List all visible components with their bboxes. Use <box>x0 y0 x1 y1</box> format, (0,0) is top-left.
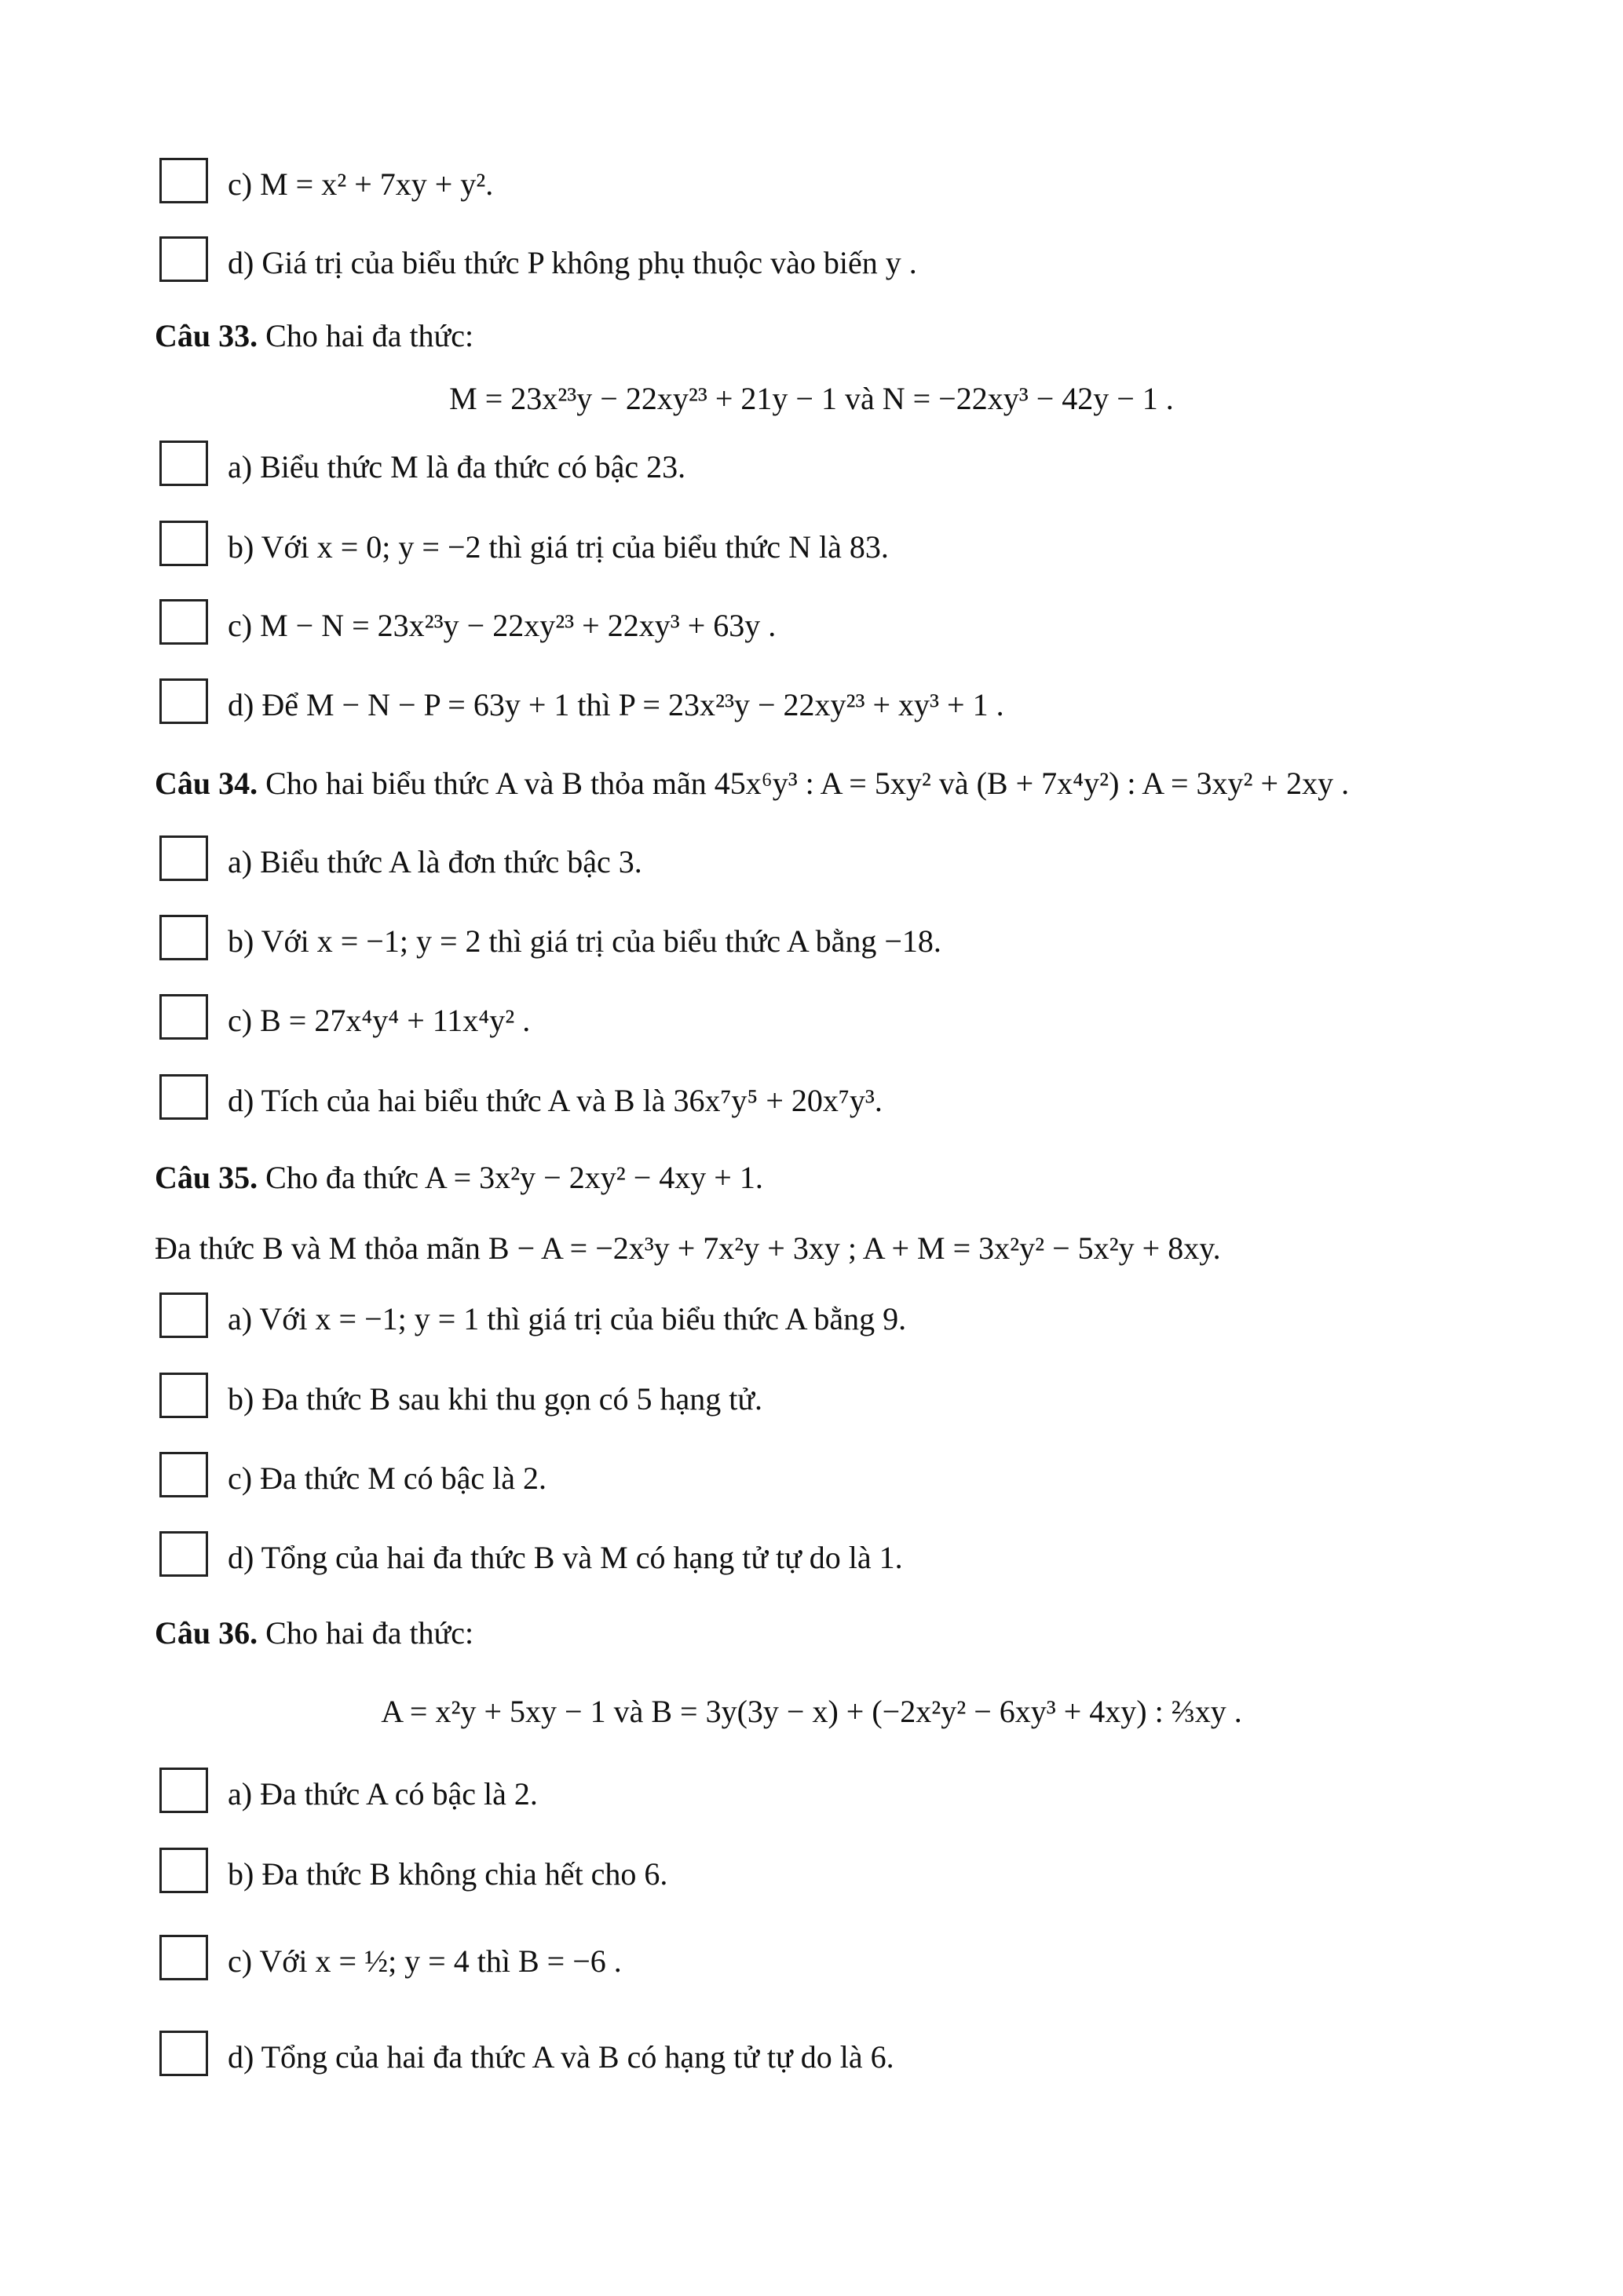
question-text: Cho hai đa thức: <box>258 318 474 353</box>
option-text: a) Với x = −1; y = 1 thì giá trị của biểu thức A bằng 9. <box>228 1301 907 1336</box>
answer-option <box>0 1851 1623 1898</box>
option-text: b) Với x = 0; y = −2 thì giá trị của biểu thức N là 83. <box>228 529 889 565</box>
answer-checkbox[interactable] <box>159 599 208 645</box>
answer-checkbox[interactable] <box>159 1373 208 1418</box>
question-text: Cho đa thức A = 3x²y − 2xy² − 4xy + 1. <box>258 1160 763 1195</box>
answer-checkbox[interactable] <box>159 1768 208 1813</box>
answer-option <box>0 1077 1623 1124</box>
answer-option <box>0 239 1623 287</box>
answer-option <box>0 161 1623 208</box>
question-heading <box>0 1154 1623 1201</box>
question-number: Câu 36. <box>155 1615 258 1651</box>
answer-checkbox[interactable] <box>159 1935 208 1980</box>
answer-option <box>0 444 1623 491</box>
option-text: c) M = x² + 7xy + y². <box>228 166 494 202</box>
option-text: d) Tích của hai biểu thức A và B là 36x⁷y⁵ + 20x⁷y³. <box>228 1083 883 1118</box>
formula-text: M = 23x²³y − 22xy²³ + 21y − 1 và N = −22xy³ − 42y − 1 . <box>449 381 1174 416</box>
answer-checkbox[interactable] <box>159 915 208 960</box>
answer-option <box>0 1296 1623 1343</box>
question-number: Câu 35. <box>155 1160 258 1195</box>
formula-line <box>0 375 1623 422</box>
option-text: c) Với x = ½; y = 4 thì B = −6 . <box>228 1943 622 1979</box>
option-text: b) Đa thức B không chia hết cho 6. <box>228 1856 668 1892</box>
option-text: c) Đa thức M có bậc là 2. <box>228 1461 546 1496</box>
answer-option <box>0 1534 1623 1581</box>
option-text: d) Tổng của hai đa thức B và M có hạng tử tự do là 1. <box>228 1540 903 1575</box>
formula-text: A = x²y + 5xy − 1 và B = 3y(3y − x) + (−2x²y² − 6xy³ + 4xy) : ⅔xy . <box>381 1694 1242 1729</box>
option-text: c) B = 27x⁴y⁴ + 11x⁴y² . <box>228 1003 531 1038</box>
option-text: a) Biểu thức A là đơn thức bậc 3. <box>228 844 642 879</box>
answer-checkbox[interactable] <box>159 521 208 566</box>
answer-option <box>0 1455 1623 1502</box>
answer-checkbox[interactable] <box>159 1531 208 1577</box>
option-text: d) Để M − N − P = 63y + 1 thì P = 23x²³y − 22xy²³ + xy³ + 1 . <box>228 687 1004 722</box>
answer-option <box>0 2034 1623 2081</box>
option-text: a) Biểu thức M là đa thức có bậc 23. <box>228 449 686 484</box>
answer-option <box>0 1771 1623 1818</box>
answer-checkbox[interactable] <box>159 441 208 486</box>
answer-checkbox[interactable] <box>159 1452 208 1497</box>
answer-checkbox[interactable] <box>159 236 208 282</box>
answer-checkbox[interactable] <box>159 1292 208 1338</box>
question-heading <box>0 313 1623 360</box>
answer-option <box>0 997 1623 1044</box>
answer-checkbox[interactable] <box>159 1074 208 1120</box>
option-text: b) Với x = −1; y = 2 thì giá trị của biểu thức A bằng −18. <box>228 923 941 959</box>
answer-checkbox[interactable] <box>159 158 208 203</box>
option-text: c) M − N = 23x²³y − 22xy²³ + 22xy³ + 63y . <box>228 608 777 643</box>
answer-option <box>0 682 1623 729</box>
answer-checkbox[interactable] <box>159 678 208 724</box>
answer-checkbox[interactable] <box>159 994 208 1040</box>
answer-option <box>0 1376 1623 1423</box>
statement-line <box>0 1225 1623 1272</box>
answer-checkbox[interactable] <box>159 835 208 881</box>
question-heading <box>0 1610 1623 1657</box>
answer-option <box>0 1938 1623 1985</box>
question-number: Câu 34. <box>155 766 258 801</box>
option-text: b) Đa thức B sau khi thu gọn có 5 hạng tử. <box>228 1381 763 1417</box>
question-text: Cho hai đa thức: <box>258 1615 474 1651</box>
option-text: a) Đa thức A có bậc là 2. <box>228 1776 538 1812</box>
answer-checkbox[interactable] <box>159 2031 208 2076</box>
question-text: Cho hai biểu thức A và B thỏa mãn 45x⁶y³ : A = 5xy² và (B + 7x⁴y²) : A = 3xy² + 2xy . <box>258 766 1350 801</box>
question-number: Câu 33. <box>155 318 258 353</box>
answer-option <box>0 918 1623 965</box>
question-heading <box>0 760 1623 807</box>
option-text: d) Giá trị của biểu thức P không phụ thuộc vào biến y . <box>228 245 917 280</box>
answer-option <box>0 602 1623 649</box>
answer-option <box>0 524 1623 571</box>
answer-checkbox[interactable] <box>159 1848 208 1893</box>
option-text: d) Tổng của hai đa thức A và B có hạng tử tự do là 6. <box>228 2039 894 2075</box>
answer-option <box>0 839 1623 886</box>
formula-line <box>0 1688 1623 1735</box>
statement-text: Đa thức B và M thỏa mãn B − A = −2x³y + 7x²y + 3xy ; A + M = 3x²y² − 5x²y + 8xy. <box>155 1230 1221 1266</box>
